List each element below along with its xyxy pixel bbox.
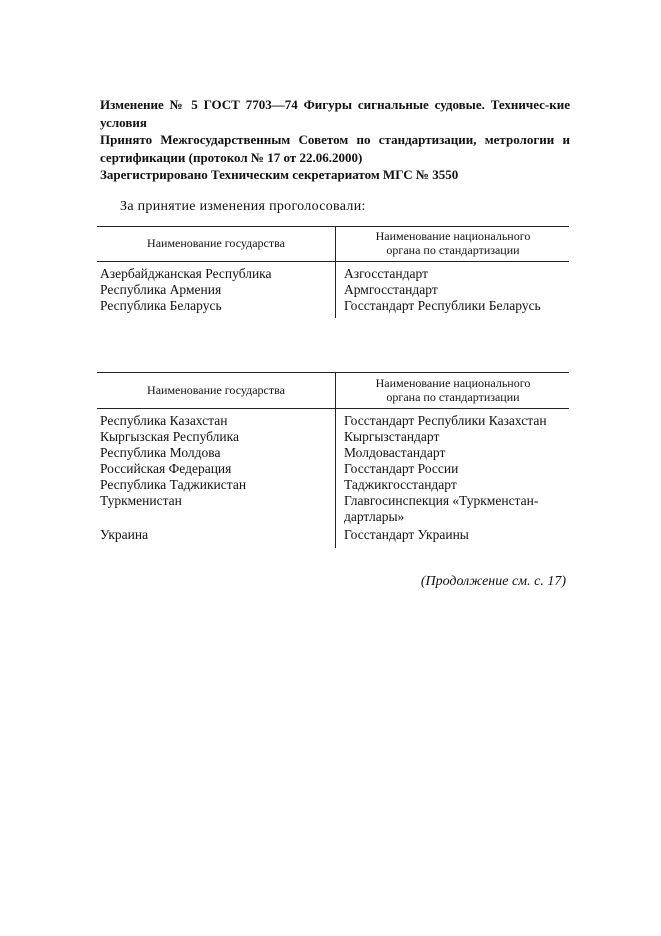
column-header-organ xyxy=(337,376,569,404)
column-header-state: Наименование государства xyxy=(147,236,285,250)
organ-cell: Кыргызстандарт xyxy=(344,429,440,444)
organ-cell: Азгосстандарт xyxy=(344,266,428,281)
column-header-organ-line2: органа по стандартизации xyxy=(386,390,520,404)
column-header-organ-line2: органа по стандартизации xyxy=(386,243,520,257)
table-row xyxy=(97,477,569,493)
organ-cell: Таджикгосстандарт xyxy=(344,477,457,492)
organ-cell: Госстандарт Республики Казахстан xyxy=(344,413,547,428)
table-row xyxy=(97,527,569,543)
column-header-organ-line1: Наименование национального xyxy=(375,229,531,243)
state-cell: Республика Молдова xyxy=(100,445,221,460)
state-cell: Республика Таджикистан xyxy=(100,477,247,492)
table-row xyxy=(97,445,569,461)
table-top-rule xyxy=(97,372,569,373)
organ-cell: Армгосстандарт xyxy=(344,282,438,297)
table-row xyxy=(97,282,569,298)
state-cell: Республика Казахстан xyxy=(100,413,228,428)
table-top-rule xyxy=(97,226,569,227)
amendment-title: Изменение № 5 ГОСТ 7703—74 Фигуры сигнальные судовые. Техничес-кие условия xyxy=(100,97,570,130)
organ-cell: Главгосинспекция «Туркменстан- xyxy=(344,493,539,508)
voting-table-2 xyxy=(97,372,569,548)
registration-statement: Зарегистрировано Техническим секретариатом МГС № 3550 xyxy=(100,167,459,182)
column-header-organ-line1: Наименование национального xyxy=(375,376,531,390)
table-row xyxy=(97,413,569,429)
organ-cell: Госстандарт Республики Беларусь xyxy=(344,298,541,313)
voting-table-1 xyxy=(97,226,569,318)
state-cell: Кыргызская Республика xyxy=(100,429,239,444)
continuation-note: (Продолжение см. с. 17) xyxy=(420,574,566,589)
table-header-rule xyxy=(97,408,569,409)
voting-intro: За принятие изменения проголосовали: xyxy=(120,199,366,214)
organ-cell-continuation: дартлары» xyxy=(344,509,405,524)
state-cell: Российская Федерация xyxy=(100,461,232,476)
column-header-state: Наименование государства xyxy=(147,383,285,397)
table-row xyxy=(97,266,569,282)
table-row xyxy=(97,493,569,509)
column-header-organ xyxy=(337,229,569,257)
table-row xyxy=(97,461,569,477)
organ-cell: Госстандарт России xyxy=(344,461,459,476)
state-cell: Азербайджанская Республика xyxy=(100,266,272,281)
state-cell: Украина xyxy=(100,527,149,542)
state-cell: Республика Беларусь xyxy=(100,298,222,313)
table-header-rule xyxy=(97,261,569,262)
adoption-statement: Принято Межгосударственным Советом по стандартизации, метрологии и сертификации (протокол № 17 от 22.06.2000) xyxy=(100,132,570,165)
state-cell: Республика Армения xyxy=(100,282,222,297)
organ-cell: Госстандарт Украины xyxy=(344,527,469,542)
state-cell: Туркменистан xyxy=(100,493,182,508)
organ-cell: Молдовастандарт xyxy=(344,445,446,460)
table-row xyxy=(97,298,569,314)
table-row-continuation xyxy=(97,509,569,525)
table-row xyxy=(97,429,569,445)
